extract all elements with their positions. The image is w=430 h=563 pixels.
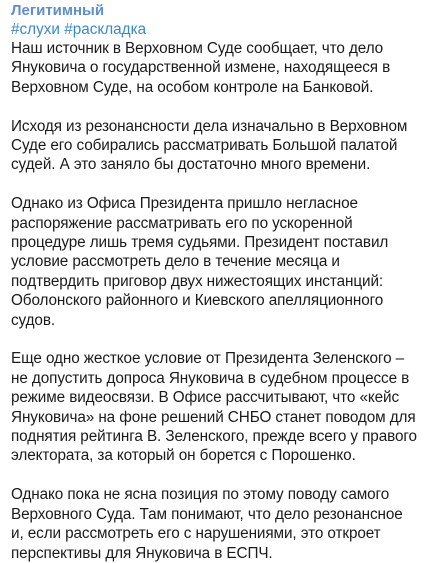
hashtag-raskladka[interactable]: #раскладка — [64, 21, 147, 38]
message-text — [11, 39, 418, 563]
hashtag-line — [11, 20, 418, 39]
hashtag-slukhi[interactable]: #слухи — [11, 21, 60, 38]
paragraph-5: Однако пока не ясна позиция по этому поводу самого Верховного Суда. Там понимают, что дело резонансное и, если рассмотреть его с нарушениями, это откроет перспективы для Януковича в ЕСПЧ. — [11, 486, 403, 562]
channel-name[interactable]: Легитимный — [11, 2, 105, 19]
paragraph-3: Однако из Офиса Президента пришло негласное распоряжение рассматривать его по ускоренной процедуре лишь тремя судьями. Президент поставил условие рассмотреть дело в течение месяца и подтвердить приговор двух нижестоящих инстанций: Оболонского районного и Киевского апелляционного судов. — [11, 195, 389, 329]
paragraph-4: Еще одно жесткое условие от Президента Зеленского – не допустить допроса Януковича в судебном процессе в режиме видеосвязи. В Офисе рассчитывают, что «кейс Януковича» на фоне решений СНБО станет поводом для поднятия рейтинга В. Зеленского, прежде всего у правого электората, за который он борется с Порошенко. — [11, 350, 417, 465]
paragraph-1: Наш источник в Верховном Суде сообщает, что дело Януковича о государственной измене, находящееся в Верховном Суде, на особом контроле на Банковой. — [11, 40, 391, 96]
paragraph-2: Исходя из резонансности дела изначально в Верховном Суде его собирались рассматривать Большой палатой судей. А это заняло бы достаточно много времени. — [11, 117, 408, 174]
